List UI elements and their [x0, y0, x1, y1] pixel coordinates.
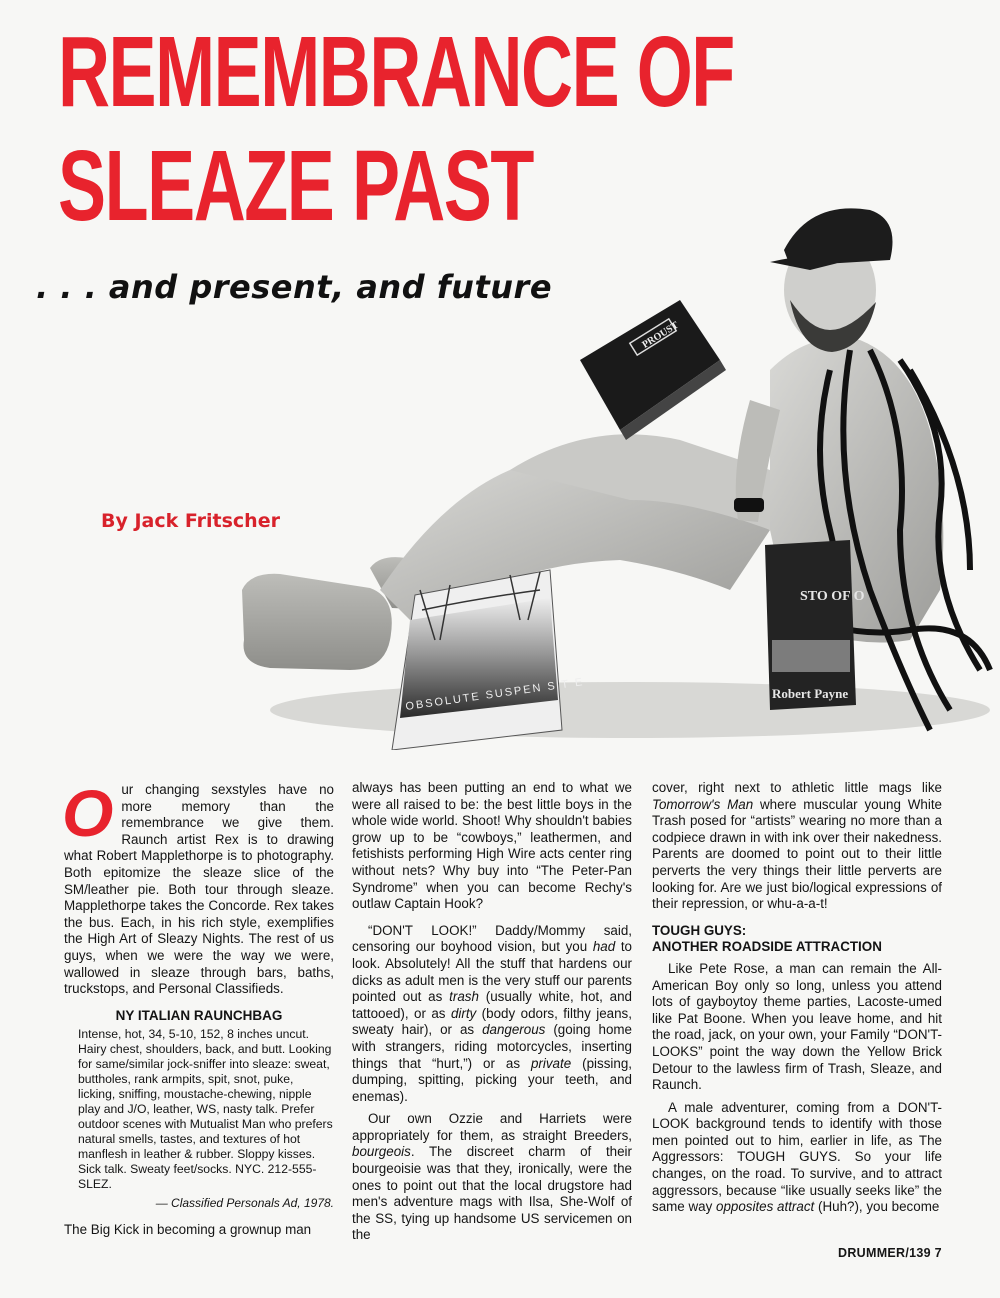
headline-line-1: REMEMBRANCE OF	[58, 16, 734, 128]
column-3	[652, 780, 942, 1216]
column-2	[352, 780, 632, 1244]
column2-paragraph-2: “DON'T LOOK!” Daddy/Mommy said, censoring our boyhood vision, but you had to look. Absolutely! All the stuff that hardens our dicks as adult men is the very stuff our parents pointed out as trash (usually white, hot, and tattooed), or as dirty (body odors, filthy jeans, sweaty hair), or as dangerous (going home with strangers, riding motorcycles, inserting things that “hurt,”) or as private (pissing, dumping, spitting, picking your teeth, and enemas).	[352, 922, 633, 1104]
classified-ad-heading: NY ITALIAN RAUNCHBAG	[115, 1007, 283, 1023]
subtitle: . . . and present, and future	[36, 268, 553, 306]
classified-ad-text: Intense, hot, 34, 5-10, 152, 8 inches uncut. Hairy chest, shoulders, back, and butt. Looking for same/similar jock-sniffer into sleaze: sweat, buttholes, rank armpits, spit, snot, puke, licking, sniffing, moustache-chewing, nipple play and J/O, leather, WS, nasty talk. Prefer outdoor scenes with Mutualist Man who prefers natural smells, tastes, and textures of hot manflesh in leather & rubber. Sloppy kisses. Sick talk. Sweaty feet/socks. NYC. 212-555-SLEZ.	[78, 1027, 333, 1192]
book2-cover-title: OBSOLUTE SUSPEN S T E	[404, 675, 586, 713]
column-1	[62, 776, 334, 1239]
book3-author: Robert Payne	[772, 686, 849, 701]
floor-shadow	[270, 682, 990, 738]
section-heading-line-1: TOUGH GUYS:	[652, 922, 747, 938]
column2-paragraph-1: always has been putting an end to what we were all raised to be: the best little boys in the whole wide world. Shoot! Why shouldn't babies grow up to be “cowboys,” leathermen, and fetishists performing High Wire acts center ring without nets? Why buy into “The Peter-Pan Syndrome” when you can become Rechy's outlaw Captain Hook?	[352, 780, 632, 912]
story-of-o-book	[765, 540, 865, 710]
column3-paragraph-3: A male adventurer, coming from a DON'T-LOOK background tends to identify with those men pointed out to him, earlier in life, as The Aggressors: TOUGH GUYS. So your life changes, on the road. To survive, and to attract aggressors, because “like usually seeks like” the same way opposites attract (Huh?), you become	[652, 1099, 942, 1215]
proust-book	[580, 300, 726, 440]
wristband	[734, 498, 764, 512]
column2-paragraph-3: Our own Ozzie and Harriets were appropriately for them, as straight Breeders, bourgeois. The discreet charm of their bourgeoisie was that they, ironically, were the ones to point out that the local drugstore had men's adventure mags with Ilsa, She-Wolf of the SS, tying up handsome US servicemen on the	[352, 1111, 632, 1243]
opening-paragraph	[62, 776, 334, 998]
section-heading-line-2: ANOTHER ROADSIDE ATTRACTION	[652, 939, 882, 955]
classified-ad-source: — Classified Personals Ad, 1978.	[155, 1196, 334, 1211]
drop-cap: O	[62, 776, 114, 850]
column3-paragraph-2: Like Pete Rose, a man can remain the All-American Boy only so long, unless you attend lots of gayboytoy theme parties, Lacoste-umed like Pat Boone. When you leave home, and hit the road, jack, on your own, your Family “DON'T-LOOKS” point the way down the Yellow Brick Detour to the lawless firm of Trash, Sleaze, and Raunch.	[652, 960, 942, 1093]
book-spine-title: PROUST	[640, 319, 681, 351]
seascape-book	[392, 570, 585, 750]
byline: By Jack Fritscher	[101, 510, 280, 532]
page-folio: DRUMMER/139 7	[838, 1246, 942, 1260]
column1-last-paragraph: The Big Kick in becoming a grownup man	[64, 1221, 312, 1237]
opening-text: ur changing sexstyles have no more memory than the remembrance we give them. Raunch artist Rex is to drawing what Robert Mapplethorpe is to photography. Both epitomize the sleaze slice of the SM/leather pie. Both tour through sleaze. Mapplethorpe takes the Concorde. Rex takes the bus. Each, in his rich style, exemplifies the High Art of Sleazy Nights. The rest of us guys, when we were the way we were, wallowed in sleaze through bars, baths, truckstops, and Personal Classifieds.	[64, 782, 334, 997]
cap	[770, 208, 893, 270]
column3-paragraph-1: cover, right next to athletic little mags like Tomorrow's Man where muscular young White Trash posed for “artists” wearing no more than a codpiece drawn in with ink over their nakedness. Parents are doomed to point out to their little perverts the very things their little perverts are looking for. Are we just bio/logical expressions of their repression, or whu-a-a-t!	[652, 780, 942, 912]
book3-cover-title: STO OF O	[800, 589, 865, 604]
cover-photo	[210, 170, 1000, 750]
section-heading	[652, 923, 942, 956]
left-sock	[242, 574, 392, 670]
headline-line-2: SLEAZE PAST	[58, 130, 533, 242]
